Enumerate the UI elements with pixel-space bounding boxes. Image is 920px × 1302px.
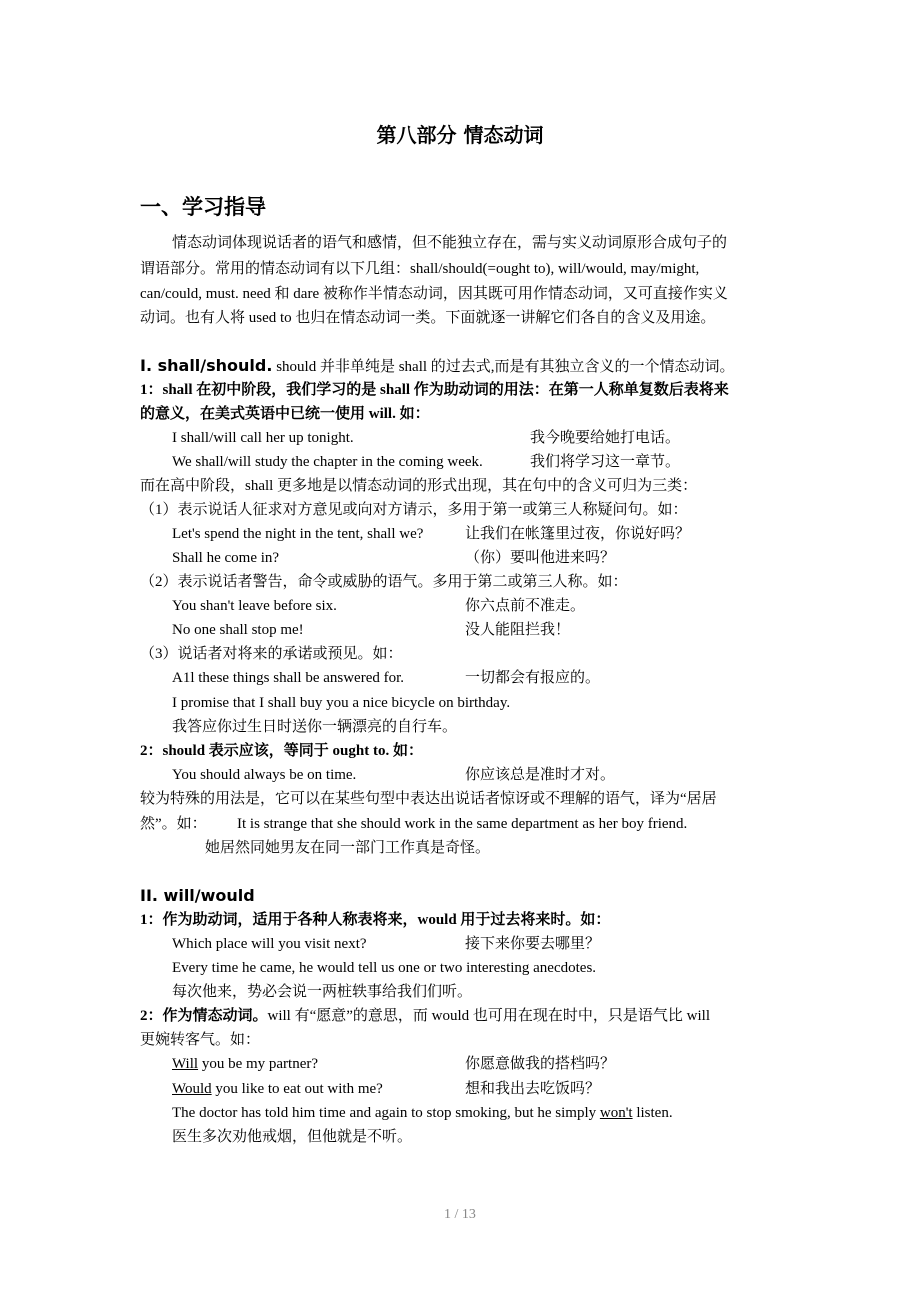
example-en: No one shall stop me! [172, 622, 304, 638]
example-cn: 一切都会有报应的。 [465, 670, 601, 686]
example-cn: 没人能阻拦我！ [465, 622, 571, 638]
sub-point: （2）表示说话者警告，命令或威胁的语气。多用于第二或第三人称。如： [140, 574, 628, 590]
body-line: 然”。如： [140, 816, 207, 832]
point-line: 的意义，在美式英语中已统一使用 will. 如： [140, 406, 430, 422]
example-en: It is strange that she should work in the same department as her boy friend. [237, 816, 688, 832]
example-en: A1l these things shall be answered for. [172, 670, 405, 686]
point-text: will 有“愿意”的意思，而 would 也可用在现在时中，只是语气比 will [267, 1008, 711, 1024]
underlined-word: Would [172, 1081, 212, 1097]
example-en: You shan't leave before six. [172, 598, 337, 614]
page-title: 第八部分 情态动词 [376, 123, 544, 147]
intro-line: 情态动词体现说话者的语气和感情，但不能独立存在，需与实义动词原形合成句子的 [172, 235, 728, 251]
example-en: We shall/will study the chapter in the coming week. [172, 454, 483, 470]
underlined-word: won't [599, 1105, 633, 1121]
intro-line: can/could, must. need 和 dare 被称作半情态动词，因其既可用作情态动词，又可直接作实义 [140, 286, 728, 302]
example-en: You should always be on time. [172, 767, 357, 783]
example-text: The doctor has told him time and again to stop smoking, but he simply [172, 1105, 600, 1121]
example-cn: 你愿意做我的搭档吗？ [465, 1056, 616, 1072]
example-en: Shall he come in? [172, 550, 280, 566]
example-cn: 我们将学习这一章节。 [530, 454, 681, 470]
example-cn: 你六点前不准走。 [465, 598, 586, 614]
body-line: 更婉转客气。如： [140, 1032, 261, 1048]
example-en: Which place will you visit next? [172, 936, 367, 952]
example-cn: 我答应你过生日时送你一辆漂亮的自行车。 [172, 719, 458, 735]
example-text: listen. [632, 1105, 673, 1121]
example-en: Every time he came, he would tell us one or two interesting anecdotes. [172, 960, 597, 976]
example-cn: 她居然同她男友在同一部门工作真是奇怪。 [205, 840, 491, 856]
example-cn: 你应该总是准时才对。 [465, 767, 616, 783]
underlined-word: Will [172, 1056, 199, 1072]
example-text: you be my partner? [198, 1056, 319, 1072]
body-line: 而在高中阶段，shall 更多地是以情态动词的形式出现，其在句中的含义可归为三类： [140, 478, 698, 494]
example-cn: 接下来你要去哪里？ [465, 936, 601, 952]
intro-line: 谓语部分。常用的情态动词有以下几组：shall/should(=ought to), will/would, may/might, [140, 261, 700, 277]
point-label: 2：作为情态动词。 [140, 1008, 268, 1024]
page-number: 1 / 13 [444, 1207, 476, 1222]
body-line: 较为特殊的用法是，它可以在某些句型中表达出说话者惊讶或不理解的语气，译为“居居 [140, 791, 717, 807]
example-cn: 我今晚要给她打电话。 [530, 430, 681, 446]
point-line: 1：作为助动词，适用于各种人称表将来，would 用于过去将来时。如： [140, 912, 611, 928]
point-line: 1：shall 在初中阶段，我们学习的是 shall 作为助动词的用法：在第一人称单复数后表将来 [140, 382, 729, 398]
part2-heading: II. will/would [140, 886, 255, 905]
example-en [172, 1103, 673, 1123]
point-line: 2：should 表示应该，等同于 ought to. 如： [140, 743, 423, 759]
example-cn: 每次他来，势必会说一两桩轶事给我们们听。 [172, 984, 473, 1000]
example-text: you like to eat out with me? [211, 1081, 383, 1097]
sub-point: （3）说话者对将来的承诺或预见。如： [140, 646, 403, 662]
point-line [140, 1006, 710, 1026]
example-en [172, 1054, 318, 1074]
section-heading: 一、学习指导 [140, 195, 266, 219]
example-en [172, 1079, 383, 1099]
part1-heading-label: I. shall/should. [140, 356, 273, 375]
example-cn: 医生多次劝他戒烟，但他就是不听。 [172, 1129, 413, 1145]
example-en: I shall/will call her up tonight. [172, 430, 354, 446]
part1-heading [140, 356, 735, 377]
example-en: Let's spend the night in the tent, shall we? [172, 526, 424, 542]
example-cn: （你）要叫他进来吗？ [465, 550, 616, 566]
example-cn: 想和我出去吃饭吗？ [465, 1081, 601, 1097]
example-cn: 让我们在帐篷里过夜，你说好吗？ [465, 526, 691, 542]
example-en: I promise that I shall buy you a nice bicycle on birthday. [172, 695, 511, 711]
intro-line: 动词。也有人将 used to 也归在情态动词一类。下面就逐一讲解它们各自的含义及用途。 [140, 310, 716, 326]
sub-point: （1）表示说话人征求对方意见或向对方请示，多用于第一或第三人称疑问句。如： [140, 502, 688, 518]
part1-heading-note: should 并非单纯是 shall 的过去式,而是有其独立含义的一个情态动词。 [276, 359, 735, 375]
